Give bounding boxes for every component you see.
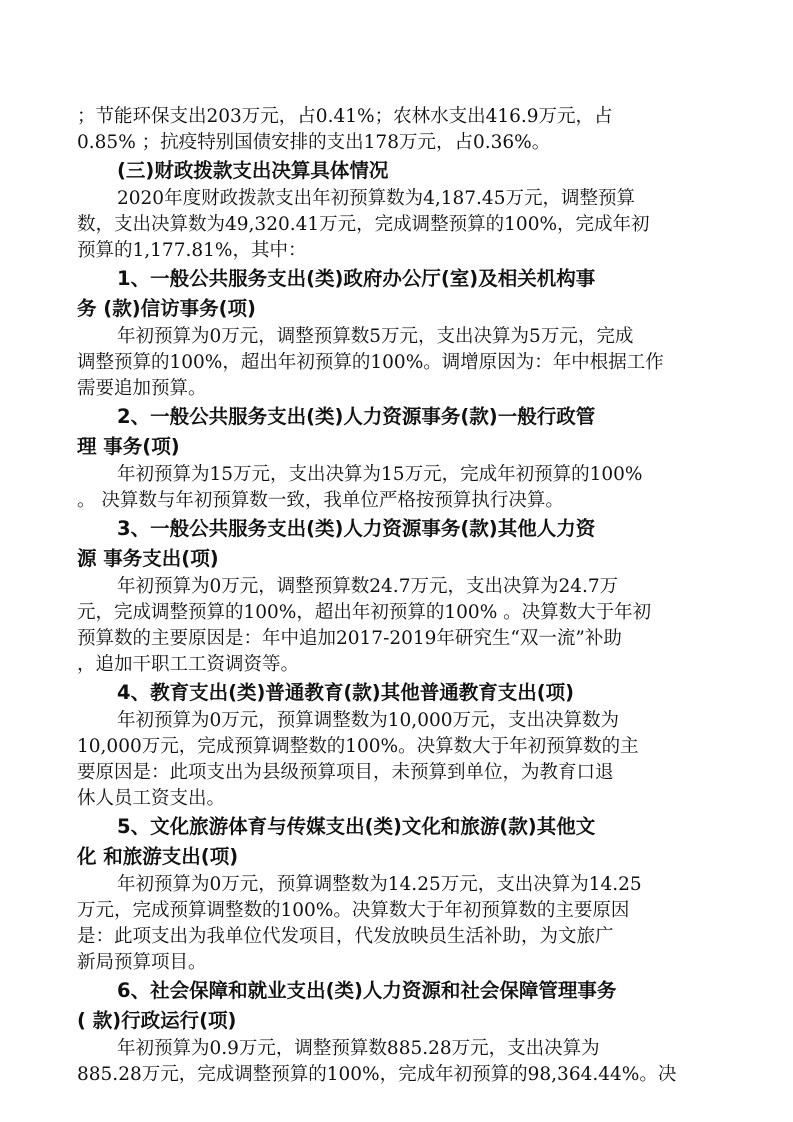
item-heading: 2、一般公共服务支出(类)人力资源事务(款)一般行政管 [117,405,596,428]
line: 预算数的主要原因是：年中追加2017-2019年研究生“双一流”补助 [77,628,622,649]
line: 年初预算为0.9万元，调整预算数885.28万元，支出决算为 [117,1038,600,1059]
line: 10,000万元，完成预算调整数的100%。决算数大于年初预算数的主 [77,736,639,757]
line: 0.85% ；抗疫特别国债安排的支出178万元，占0.36%。 [77,132,551,153]
line: 年初预算为0万元，预算调整数为10,000万元，支出决算数为 [117,710,620,731]
line: ，追加干职工工资调资等。 [77,654,300,675]
line: 年初预算为0万元，调整预算数24.7万元，支出决算为24.7万 [117,576,619,597]
line: ；节能环保支出203万元，占0.41%；农林水支出416.9万元，占 [77,106,613,127]
item-heading: 5、文化旅游体育与传媒支出(类)文化和旅游(款)其他文 [117,815,596,838]
item-heading: 6、社会保障和就业支出(类)人力资源和社会保障管理事务 [117,979,617,1002]
item-heading: 源 事务支出(项) [77,547,219,570]
line: 885.28万元，完成调整预算的100%，完成年初预算的98,364.44%。决 [77,1064,677,1085]
item-heading: ( 款)行政运行(项) [77,1009,237,1032]
line: 是：此项支出为我单位代发项目，代发放映员生活补助，为文旅广 [77,926,614,947]
line: 。 决算数与年初预算数一致，我单位严格按预算执行决算。 [77,490,564,511]
item-heading: 1、一般公共服务支出(类)政府办公厅(室)及相关机构事 [117,267,596,290]
item-heading: 务 (款)信访事务(项) [77,297,256,320]
line: 调整预算的100%，超出年初预算的100%。调增原因为：年中根据工作 [77,352,664,373]
item-heading: 化 和旅游支出(项) [77,845,239,868]
line: 年初预算为0万元，预算调整数为14.25万元，支出决算为14.25 [117,874,642,895]
line: 年初预算为0万元，调整预算数5万元，支出决算为5万元，完成 [117,326,634,347]
item-heading: 4、教育支出(类)普通教育(款)其他普通教育支出(项) [117,681,575,704]
item-heading: 理 事务(项) [77,435,180,458]
line: 万元，完成预算调整数的100%。决算数大于年初预算数的主要原因 [77,900,630,921]
section-heading: (三)财政拨款支出决算具体情况 [117,159,389,182]
line: 年初预算为15万元，支出决算为15万元，完成年初预算的100% [117,464,643,485]
line: 数，支出决算数为49,320.41万元，完成调整预算的100%，完成年初 [77,214,650,235]
line: 预算的1,177.81%，其中： [77,240,307,261]
line: 元，完成调整预算的100%，超出年初预算的100% 。决算数大于年初 [77,602,652,623]
item-heading: 3、一般公共服务支出(类)人力资源事务(款)其他人力资 [117,517,596,540]
line: 新局预算项目。 [77,952,207,973]
line: 要原因是：此项支出为县级预算项目，未预算到单位，为教育口退 [77,762,614,783]
line: 需要追加预算。 [77,378,207,399]
line: 休人员工资支出。 [77,788,226,809]
line: 2020年度财政拨款支出年初预算数为4,187.45万元，调整预算 [117,188,635,209]
